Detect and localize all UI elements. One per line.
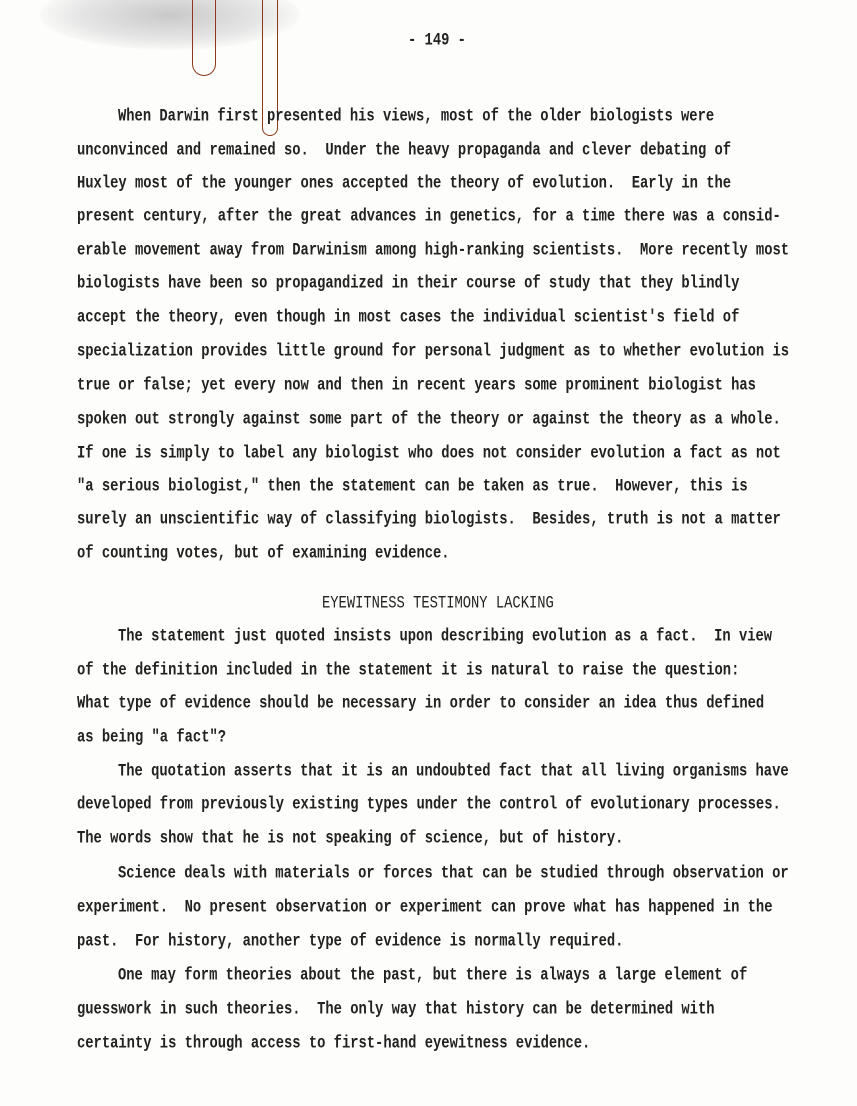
text-line: experiment. No present observation or experiment can prove what has happened in the (77, 899, 773, 918)
scan-smudge (40, 0, 300, 50)
text-line: "a serious biologist," then the statement can be taken as true. However, this is (77, 478, 748, 497)
text-line: Huxley most of the younger ones accepted the theory of evolution. Early in the (77, 175, 732, 194)
section-heading: EYEWITNESS TESTIMONY LACKING (322, 595, 554, 614)
text-line: If one is simply to label any biologist who does not consider evolution a fact as not (77, 445, 781, 464)
text-line: Science deals with materials or forces that can be studied through observation or (118, 865, 789, 884)
paper-clip-mark (192, 0, 216, 76)
text-line: of the definition included in the statement it is natural to raise the question: (77, 662, 740, 681)
text-line: past. For history, another type of evidence is normally required. (77, 933, 624, 952)
text-line: true or false; yet every now and then in recent years some prominent biologist has (77, 377, 756, 396)
page-number: - 149 - (408, 32, 466, 51)
text-line: developed from previously existing types under the control of evolutionary processes. (77, 796, 781, 815)
text-line: certainty is through access to first-hand eyewitness evidence. (77, 1035, 591, 1054)
text-line: biologists have been so propagandized in their course of study that they blindly (77, 275, 740, 294)
text-line: What type of evidence should be necessary in order to consider an idea thus defined (77, 695, 765, 714)
text-line: of counting votes, but of examining evidence. (77, 545, 450, 564)
text-line: One may form theories about the past, but there is always a large element of (118, 967, 748, 986)
text-line: guesswork in such theories. The only way that history can be determined with (77, 1001, 715, 1020)
text-line: as being "a fact"? (77, 729, 227, 748)
text-line: surely an unscientific way of classifying biologists. Besides, truth is not a matter (77, 511, 781, 530)
text-line: spoken out strongly against some part of the theory or against the theory as a whole. (77, 411, 781, 430)
text-line: The quotation asserts that it is an undoubted fact that all living organisms have (118, 763, 789, 782)
text-line: The words show that he is not speaking of science, but of history. (77, 830, 624, 849)
text-line: present century, after the great advances in genetics, for a time there was a consid- (77, 208, 781, 227)
text-line: When Darwin first presented his views, most of the older biologists were (118, 108, 715, 127)
text-line: unconvinced and remained so. Under the heavy propaganda and clever debating of (77, 142, 732, 161)
text-line: accept the theory, even though in most cases the individual scientist's field of (77, 309, 740, 328)
text-line: erable movement away from Darwinism among high-ranking scientists. More recently most (77, 242, 790, 261)
text-line: The statement just quoted insists upon describing evolution as a fact. In view (118, 628, 773, 647)
text-line: specialization provides little ground for personal judgment as to whether evolution is (77, 343, 790, 362)
